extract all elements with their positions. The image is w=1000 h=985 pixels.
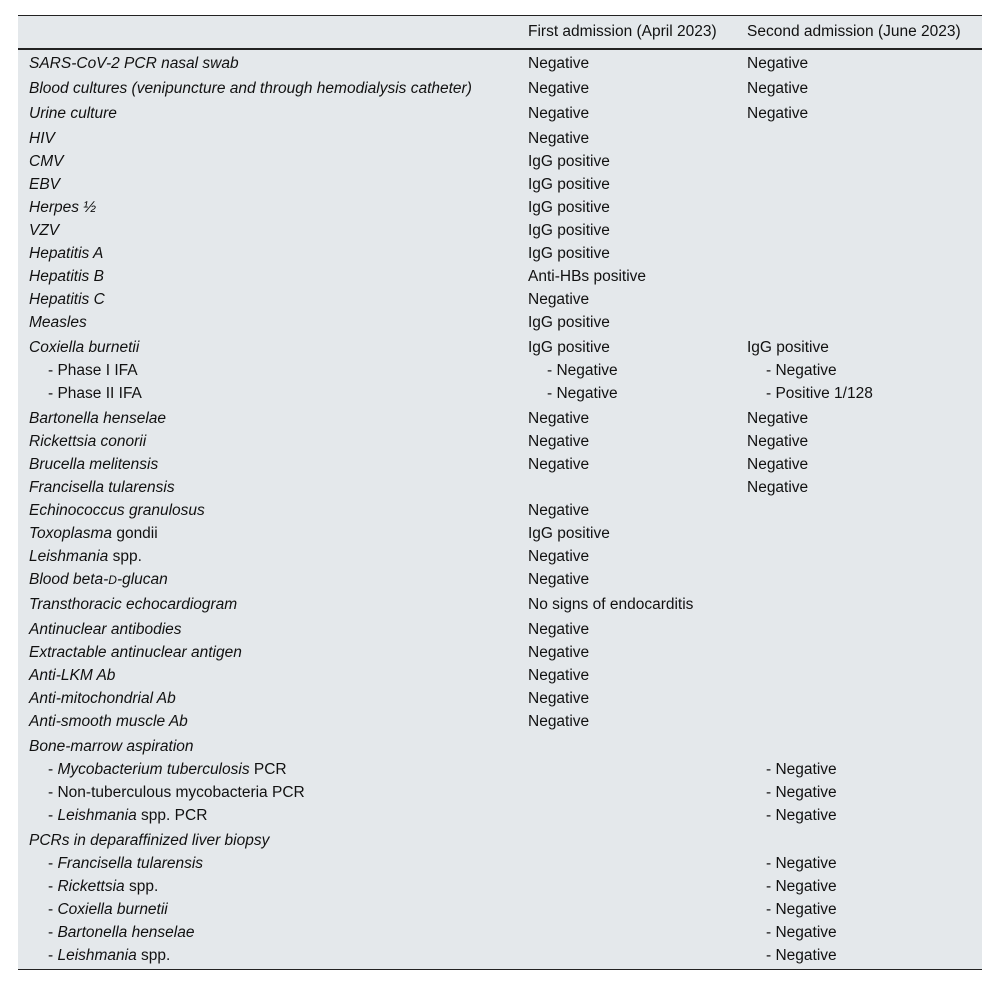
table-row xyxy=(18,687,982,710)
test-name xyxy=(29,336,139,359)
header-first-admission: First admission (April 2023) xyxy=(528,23,717,40)
table-row xyxy=(18,664,982,687)
table-row xyxy=(18,710,982,733)
test-name xyxy=(29,618,182,641)
first-admission-result: IgG positive xyxy=(528,525,610,542)
table-row xyxy=(18,150,982,173)
test-name xyxy=(29,545,142,568)
test-name-part: Rickettsia xyxy=(57,878,125,895)
table-row xyxy=(18,522,982,545)
test-name xyxy=(29,664,115,687)
first-admission-result: IgG positive xyxy=(528,176,610,193)
test-name-part: Measles xyxy=(29,314,87,331)
test-name-part: CMV xyxy=(29,153,64,170)
test-name-part: Leishmania xyxy=(57,807,137,824)
test-name-part: Bone-marrow aspiration xyxy=(29,738,194,755)
table-row xyxy=(18,100,982,125)
test-name-part: spp. xyxy=(136,947,171,964)
test-name xyxy=(48,359,138,382)
second-admission-result: - Negative xyxy=(766,947,837,964)
test-name-part: - xyxy=(48,807,58,824)
test-name-part: Rickettsia conorii xyxy=(29,433,147,450)
test-name xyxy=(48,852,203,875)
test-name-part: Francisella tularensis xyxy=(57,855,204,872)
test-name xyxy=(29,102,117,125)
test-name xyxy=(29,453,158,476)
test-name xyxy=(29,593,237,616)
table-row xyxy=(18,334,982,359)
test-name-part: - xyxy=(48,761,58,778)
test-name-part: Urine culture xyxy=(29,105,117,122)
table-header-row xyxy=(18,16,982,50)
first-admission-result: IgG positive xyxy=(528,339,610,356)
test-name-part: Antinuclear antibodies xyxy=(29,621,182,638)
test-name xyxy=(29,196,96,219)
test-name-part: SARS-CoV-2 PCR nasal swab xyxy=(29,55,239,72)
first-admission-result: Negative xyxy=(528,433,590,450)
first-admission-result: Negative xyxy=(528,571,590,588)
first-admission-result: Negative xyxy=(528,410,590,427)
first-admission-result: Anti-HBs positive xyxy=(528,268,647,285)
test-name-part: PCR xyxy=(249,761,287,778)
test-name-part: Blood beta- xyxy=(29,571,109,588)
table-row xyxy=(18,219,982,242)
test-name-part: Echinococcus granulosus xyxy=(29,502,205,519)
test-name-part: D xyxy=(108,573,117,587)
second-admission-result: - Positive 1/128 xyxy=(766,385,873,402)
first-admission-result: Negative xyxy=(528,291,590,308)
table-row xyxy=(18,616,982,641)
test-name xyxy=(48,875,158,898)
test-name-part: EBV xyxy=(29,176,61,193)
test-name-part: - xyxy=(48,947,58,964)
table-row xyxy=(18,453,982,476)
table-row xyxy=(18,311,982,334)
test-name xyxy=(29,127,55,150)
table-row xyxy=(18,804,982,827)
test-name-part: Toxoplasma xyxy=(29,525,113,542)
table-row xyxy=(18,641,982,664)
test-name-part: Bartonella henselae xyxy=(57,924,195,941)
table-row xyxy=(18,921,982,944)
table-row xyxy=(18,875,982,898)
second-admission-result: Negative xyxy=(747,433,809,450)
table-row xyxy=(18,852,982,875)
table-body xyxy=(18,50,982,969)
table-row xyxy=(18,898,982,921)
second-admission-result: - Negative xyxy=(766,924,837,941)
table-row xyxy=(18,265,982,288)
test-name xyxy=(48,898,168,921)
test-name-part: spp. xyxy=(108,548,142,565)
test-name-part: Anti-LKM Ab xyxy=(29,667,116,684)
test-name-part: - xyxy=(48,855,58,872)
test-name-part: Francisella tularensis xyxy=(29,479,175,496)
table-row xyxy=(18,382,982,405)
test-name xyxy=(29,52,239,75)
test-name xyxy=(29,288,105,311)
test-name-part: - xyxy=(48,901,58,918)
first-admission-result: Negative xyxy=(528,130,590,147)
table-row xyxy=(18,75,982,100)
second-admission-result: Negative xyxy=(747,55,809,72)
table-row xyxy=(18,405,982,430)
second-admission-result: - Negative xyxy=(766,901,837,918)
second-admission-result: Negative xyxy=(747,479,809,496)
table-row xyxy=(18,173,982,196)
test-name xyxy=(48,781,305,804)
second-admission-result: - Negative xyxy=(766,855,837,872)
test-name xyxy=(48,804,207,827)
table-row xyxy=(18,827,982,852)
test-name-part: - xyxy=(48,878,58,895)
first-admission-result: Negative xyxy=(528,644,590,661)
table-row xyxy=(18,50,982,75)
table-row xyxy=(18,944,982,967)
first-admission-result: Negative xyxy=(528,713,590,730)
test-name-part: VZV xyxy=(29,222,60,239)
test-name xyxy=(29,522,158,545)
test-name-part: Hepatitis C xyxy=(29,291,105,308)
first-admission-result: Negative xyxy=(528,80,590,97)
test-name-part: spp. xyxy=(124,878,159,895)
test-name-part: - Phase II IFA xyxy=(48,385,142,402)
table-row xyxy=(18,476,982,499)
test-name xyxy=(48,944,170,967)
test-name xyxy=(48,921,195,944)
first-admission-result: IgG positive xyxy=(528,245,610,262)
second-admission-result: Negative xyxy=(747,456,809,473)
first-admission-result: Negative xyxy=(528,621,590,638)
second-admission-result: - Negative xyxy=(766,878,837,895)
table-row xyxy=(18,125,982,150)
first-admission-result: Negative xyxy=(528,456,590,473)
second-admission-result: Negative xyxy=(747,80,809,97)
test-name-part: Herpes ½ xyxy=(29,199,97,216)
table-row xyxy=(18,430,982,453)
table-row xyxy=(18,242,982,265)
header-second-admission: Second admission (June 2023) xyxy=(747,23,961,40)
table-row xyxy=(18,591,982,616)
test-name-part: Mycobacterium tuberculosis xyxy=(57,761,250,778)
test-name xyxy=(29,265,104,288)
first-admission-result: Negative xyxy=(528,502,590,519)
test-name xyxy=(48,382,142,405)
test-name-part: - Phase I IFA xyxy=(48,362,138,379)
test-name xyxy=(29,735,194,758)
test-name xyxy=(29,710,188,733)
test-name xyxy=(29,407,166,430)
table-row xyxy=(18,288,982,311)
test-name xyxy=(29,499,205,522)
second-admission-result: Negative xyxy=(747,410,809,427)
test-name xyxy=(48,758,287,781)
test-name-part: - Non-tuberculous mycobacteria PCR xyxy=(48,784,305,801)
second-admission-result: - Negative xyxy=(766,362,837,379)
first-admission-result: Negative xyxy=(528,548,590,565)
test-name-part: - xyxy=(48,924,58,941)
test-name xyxy=(29,829,269,852)
second-admission-result: - Negative xyxy=(766,807,837,824)
table-row xyxy=(18,196,982,219)
second-admission-result: IgG positive xyxy=(747,339,829,356)
test-name xyxy=(29,430,146,453)
first-admission-result: IgG positive xyxy=(528,314,610,331)
test-name xyxy=(29,687,176,710)
test-name-part: Coxiella burnetii xyxy=(57,901,168,918)
first-admission-result: No signs of endocarditis xyxy=(528,596,694,613)
first-admission-result: Negative xyxy=(528,667,590,684)
test-name xyxy=(29,242,103,265)
second-admission-result: - Negative xyxy=(766,761,837,778)
first-admission-result: - Negative xyxy=(547,362,618,379)
first-admission-result: IgG positive xyxy=(528,199,610,216)
test-name-part: Hepatitis A xyxy=(29,245,104,262)
test-name xyxy=(29,150,63,173)
test-name-part: Extractable antinuclear antigen xyxy=(29,644,242,661)
test-name-part: Transthoracic echocardiogram xyxy=(29,596,238,613)
test-name-part: spp. PCR xyxy=(136,807,208,824)
test-name xyxy=(29,173,60,196)
second-admission-result: Negative xyxy=(747,105,809,122)
test-name-part: Anti-smooth muscle Ab xyxy=(29,713,188,730)
table-row xyxy=(18,499,982,522)
second-admission-result: - Negative xyxy=(766,784,837,801)
test-name-part: Anti-mitochondrial Ab xyxy=(29,690,176,707)
test-name-part: gondii xyxy=(112,525,158,542)
test-name-part: Hepatitis B xyxy=(29,268,104,285)
first-admission-result: - Negative xyxy=(547,385,618,402)
test-name xyxy=(29,476,175,499)
first-admission-result: Negative xyxy=(528,105,590,122)
test-name-part: Leishmania xyxy=(57,947,137,964)
test-name xyxy=(29,641,242,664)
test-name-part: Brucella melitensis xyxy=(29,456,159,473)
table-row xyxy=(18,733,982,758)
test-name-part: Bartonella henselae xyxy=(29,410,167,427)
test-name-part: HIV xyxy=(29,130,55,147)
test-name-part: Blood cultures (venipuncture and through hemodialysis catheter) xyxy=(29,80,472,97)
test-name xyxy=(29,77,472,100)
test-name-part: -glucan xyxy=(116,571,168,588)
table-row xyxy=(18,568,982,591)
test-name xyxy=(29,219,59,242)
test-name-part: Coxiella burnetii xyxy=(29,339,140,356)
results-table xyxy=(18,15,982,970)
test-name-part: PCRs in deparaffinized liver biopsy xyxy=(29,832,270,849)
test-name xyxy=(29,568,168,592)
table-row xyxy=(18,758,982,781)
table-row xyxy=(18,359,982,382)
table-row xyxy=(18,781,982,804)
first-admission-result: IgG positive xyxy=(528,222,610,239)
first-admission-result: Negative xyxy=(528,55,590,72)
first-admission-result: IgG positive xyxy=(528,153,610,170)
test-name xyxy=(29,311,87,334)
test-name-part: Leishmania xyxy=(29,548,109,565)
first-admission-result: Negative xyxy=(528,690,590,707)
table-row xyxy=(18,545,982,568)
